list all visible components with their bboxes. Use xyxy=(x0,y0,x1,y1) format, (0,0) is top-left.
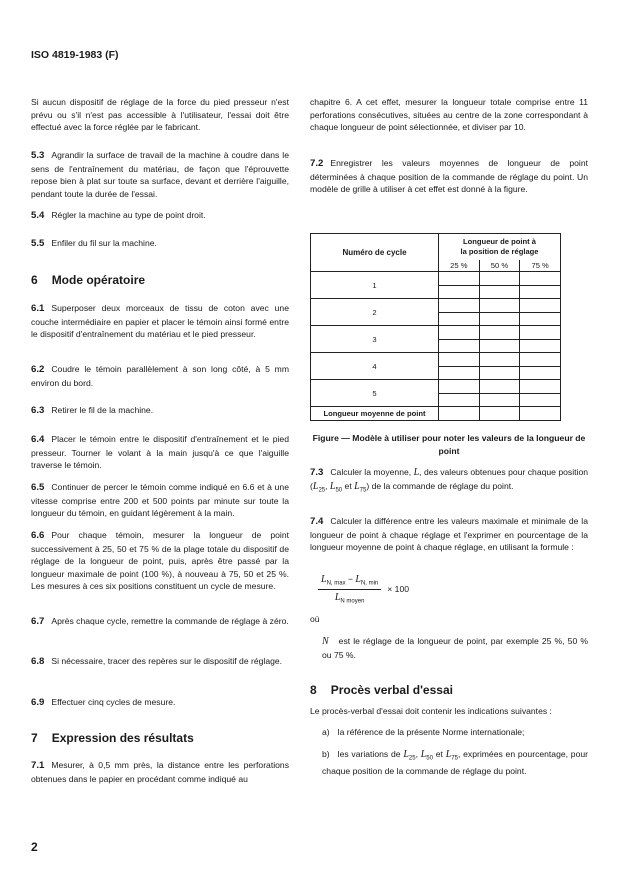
section-number: 5.5 xyxy=(31,238,45,249)
section-number: 7.1 xyxy=(31,760,45,771)
section-number: 6.6 xyxy=(31,530,45,541)
where-label: où xyxy=(310,614,320,624)
cycle-number-cell: 1 xyxy=(311,272,439,299)
heading-8 xyxy=(310,683,453,697)
list-text: exprimées en pourcentage, pour chaque position de la commande de réglage du point. xyxy=(322,749,589,777)
entry-cell[interactable] xyxy=(439,299,480,313)
entry-cell[interactable] xyxy=(520,285,561,299)
section-6-2 xyxy=(31,363,289,389)
section-6-1 xyxy=(31,302,289,341)
entry-cell[interactable] xyxy=(520,339,561,353)
section-8-intro: Le procès-verbal d'essai doit contenir les indications suivantes : xyxy=(310,706,552,716)
table-row xyxy=(311,353,561,367)
footer-row xyxy=(311,407,561,421)
section-number: 6.9 xyxy=(31,697,45,708)
entry-cell[interactable] xyxy=(520,366,561,380)
paragraph-text: Coudre le témoin parallèlement à son long côté, à 5 mm environ du bord. xyxy=(31,364,289,388)
paragraph-text: Retirer le fil de la machine. xyxy=(51,405,154,415)
paragraph-text: chapitre 6. A cet effet, mesurer la longueur totale comprise entre 11 perforations consécutives, situées au centre de la zone correspondant à chaque longueur de point sélectionnée, et diviser par 10. xyxy=(310,97,588,133)
paragraph-text: Régler la machine au type de point droit. xyxy=(51,210,206,220)
variation-formula xyxy=(318,574,409,604)
cycle-number-cell: 5 xyxy=(311,380,439,407)
fraction: $\frac{L_{N, max} - L_{N, min}}{L_{N moyen}}$ xyxy=(318,574,381,604)
section-6-7 xyxy=(31,615,289,629)
entry-cell[interactable] xyxy=(439,366,480,380)
table-cell xyxy=(479,407,520,421)
header-stitch-length xyxy=(439,234,561,260)
entry-cell[interactable] xyxy=(439,393,480,407)
entry-cell[interactable] xyxy=(520,299,561,313)
header-cycle-number: Numéro de cycle xyxy=(311,234,439,272)
subscript: 75 xyxy=(359,487,367,494)
text-part: ) de la commande de réglage du point. xyxy=(366,480,514,491)
cycle-number-cell: 2 xyxy=(311,299,439,326)
cycle-number-cell: 3 xyxy=(311,326,439,353)
paragraph-text: est le réglage de la longueur de point, par exemple 25 %, 50 % ou 75 %. xyxy=(322,636,588,660)
section-5-3 xyxy=(31,149,289,200)
subscript: N, max xyxy=(326,580,346,587)
heading-title: Expression des résultats xyxy=(51,731,194,745)
entry-cell[interactable] xyxy=(479,353,520,367)
sub-header-75: 75 % xyxy=(520,260,561,272)
section-number: 7.3 xyxy=(310,467,324,478)
entry-cell[interactable] xyxy=(439,339,480,353)
section-number: 6.2 xyxy=(31,364,45,375)
section-6-3 xyxy=(31,404,289,418)
table-cell xyxy=(439,407,480,421)
symbol-L: L xyxy=(413,467,420,478)
section-number: 6.7 xyxy=(31,616,45,627)
entry-cell[interactable] xyxy=(479,285,520,299)
footer-label: Longueur moyenne de point xyxy=(311,407,439,421)
entry-cell[interactable] xyxy=(479,312,520,326)
heading-number: 7 xyxy=(31,731,38,745)
paragraph-text: Après chaque cycle, remettre la commande de réglage à zéro. xyxy=(51,616,289,626)
entry-cell[interactable] xyxy=(479,366,520,380)
figure-caption: Figure — Modèle à utiliser pour noter les valeurs de la longueur de point xyxy=(312,433,586,456)
subscript: 25 xyxy=(318,487,326,494)
paragraph-text: Enregistrer les valeurs moyennes de longueur de point déterminées à chaque position de la commande de réglage du point. Un modèle de grille à utiliser à cet effet est donné à la figure. xyxy=(310,158,588,195)
intro-paragraph xyxy=(31,96,289,134)
entry-cell[interactable] xyxy=(479,393,520,407)
entry-cell[interactable] xyxy=(520,353,561,367)
paragraph-text: Si nécessaire, tracer des repères sur le dispositif de réglage. xyxy=(51,656,283,666)
heading-7 xyxy=(31,731,194,745)
list-item-b: b) les variations de $L_{25}$, $L_{50}$ et $L_{75}$, exprimées en pourcentage, pour chaque position de la commande de réglage du point. xyxy=(322,749,589,777)
section-number: 6.5 xyxy=(31,482,45,493)
table-row xyxy=(311,299,561,313)
entry-cell[interactable] xyxy=(479,339,520,353)
entry-cell[interactable] xyxy=(520,312,561,326)
text-part: Calculer la moyenne, xyxy=(330,467,412,477)
heading-title: Mode opératoire xyxy=(51,273,146,287)
entry-cell[interactable] xyxy=(520,393,561,407)
sub-header-50: 50 % xyxy=(479,260,520,272)
section-6-6 xyxy=(31,529,289,593)
entry-cell[interactable] xyxy=(479,272,520,286)
text-part: , des valeurs obtenues pour chaque position ( xyxy=(310,467,588,491)
entry-cell[interactable] xyxy=(439,353,480,367)
entry-cell[interactable] xyxy=(479,326,520,340)
entry-cell[interactable] xyxy=(479,380,520,394)
continuation-paragraph xyxy=(310,96,588,134)
header-line-2: la position de réglage xyxy=(460,246,539,256)
entry-cell[interactable] xyxy=(479,299,520,313)
heading-6 xyxy=(31,273,145,287)
section-number: 7.4 xyxy=(310,516,324,527)
subscript: N moyen xyxy=(340,598,365,605)
entry-cell[interactable] xyxy=(439,312,480,326)
entry-cell[interactable] xyxy=(439,272,480,286)
entry-cell[interactable] xyxy=(520,326,561,340)
sub-header-25: 25 % xyxy=(439,260,480,272)
page-number: 2 xyxy=(31,840,38,854)
cycle-record-table xyxy=(310,233,561,421)
heading-number: 8 xyxy=(310,683,317,697)
list-item-a xyxy=(322,726,588,739)
section-number: 6.3 xyxy=(31,405,45,416)
paragraph-text: Calculer la différence entre les valeurs maximale et minimale de la longueur de point à chaque réglage et l'exprimer en pourcentage de la longueur moyenne de point à chaque réglage, en utilisant la formule : xyxy=(310,516,588,553)
paragraph-text: Agrandir la surface de travail de la machine à coudre dans le sens de l'entraînement du matériau, de façon que l'éprouvette repose bien à plat sur toute sa surface, devant et derrière l'aiguille, pendant toute la durée de l'essai. xyxy=(31,150,289,199)
section-6-9 xyxy=(31,696,289,710)
list-text: les variations de xyxy=(337,749,401,759)
list-label: b) xyxy=(322,749,330,759)
section-7-3: 7.3 Calculer la moyenne, L, des valeurs obtenues pour chaque position ($L_{25}$, $L_{50}$ et $L_{75}$) de la commande de réglage du point. xyxy=(310,467,588,494)
table-row xyxy=(311,326,561,340)
list-text: la référence de la présente Norme internationale; xyxy=(337,727,525,737)
section-number: 6.4 xyxy=(31,434,45,445)
section-7-4 xyxy=(310,515,588,554)
paragraph-text: Enfiler du fil sur la machine. xyxy=(51,238,157,248)
section-6-5 xyxy=(31,481,289,520)
section-6-4 xyxy=(31,433,289,472)
entry-cell[interactable] xyxy=(439,380,480,394)
multiplier: × 100 xyxy=(387,584,410,595)
header-line-1: Longueur de point à xyxy=(463,236,536,246)
paragraph-text: Superposer deux morceaux de tissu de coton avec une couche intermédiaire en papier et placer le témoin ainsi formé entre le dispositif d'entraînement du matériau et le pied presseur. xyxy=(31,303,289,340)
paragraph-text: Mesurer, à 0,5 mm près, la distance entre les perforations obtenues dans le papier en procédant comme indiqué au xyxy=(31,760,289,784)
n-definition: N est le réglage de la longueur de point, par exemple 25 %, 50 % ou 75 %. xyxy=(322,636,588,660)
subscript: N, min xyxy=(360,580,379,587)
paragraph-text: Effectuer cinq cycles de mesure. xyxy=(51,697,176,707)
entry-cell[interactable] xyxy=(520,272,561,286)
heading-title: Procès verbal d'essai xyxy=(330,683,453,697)
cycle-number-cell: 4 xyxy=(311,353,439,380)
section-6-8 xyxy=(31,655,289,669)
subscript: 50 xyxy=(335,487,343,494)
table-row xyxy=(311,272,561,286)
section-number: 5.4 xyxy=(31,210,45,221)
list-label: a) xyxy=(322,727,330,737)
section-7-1 xyxy=(31,759,289,785)
section-number: 6.8 xyxy=(31,656,45,667)
section-5-4 xyxy=(31,209,289,223)
heading-number: 6 xyxy=(31,273,38,287)
section-number: 5.3 xyxy=(31,150,45,161)
document-header: ISO 4819-1983 (F) xyxy=(31,49,119,61)
section-number: 7.2 xyxy=(310,158,324,169)
table-cell xyxy=(520,407,561,421)
paragraph-text: Continuer de percer le témoin comme indiqué en 6.6 et à une vitesse comprise entre 200 et 500 points par minute sur toute la longueur du témoin, en guidant légèrement à la main. xyxy=(31,482,289,519)
section-5-5 xyxy=(31,237,289,251)
table-row xyxy=(311,380,561,394)
section-number: 6.1 xyxy=(31,303,45,314)
paragraph-text: Pour chaque témoin, mesurer la longueur de point successivement à 25, 50 et 75 % de la plage totale du dispositif de réglage de la longueur de point, puis, après être passé par la longueur maximale de point (100 %), à nouveau à 75, 50 et 25 %. Les mesures à ces six positions constituent un cycle de mesure. xyxy=(31,530,289,592)
entry-cell[interactable] xyxy=(439,326,480,340)
paragraph-text: Placer le témoin entre le dispositif d'entraînement et le pied presseur. Tourner le volant à la main jusqu'à ce que l'aiguille traverse le témoin. xyxy=(31,434,289,471)
section-7-2 xyxy=(310,157,588,196)
entry-cell[interactable] xyxy=(520,380,561,394)
entry-cell[interactable] xyxy=(439,285,480,299)
paragraph-text: Si aucun dispositif de réglage de la force du pied presseur n'est prévu ou s'il n'est pas accessible à l'utilisateur, l'essai doit être effectué avec la force réglée par le fabricant. xyxy=(31,97,289,133)
